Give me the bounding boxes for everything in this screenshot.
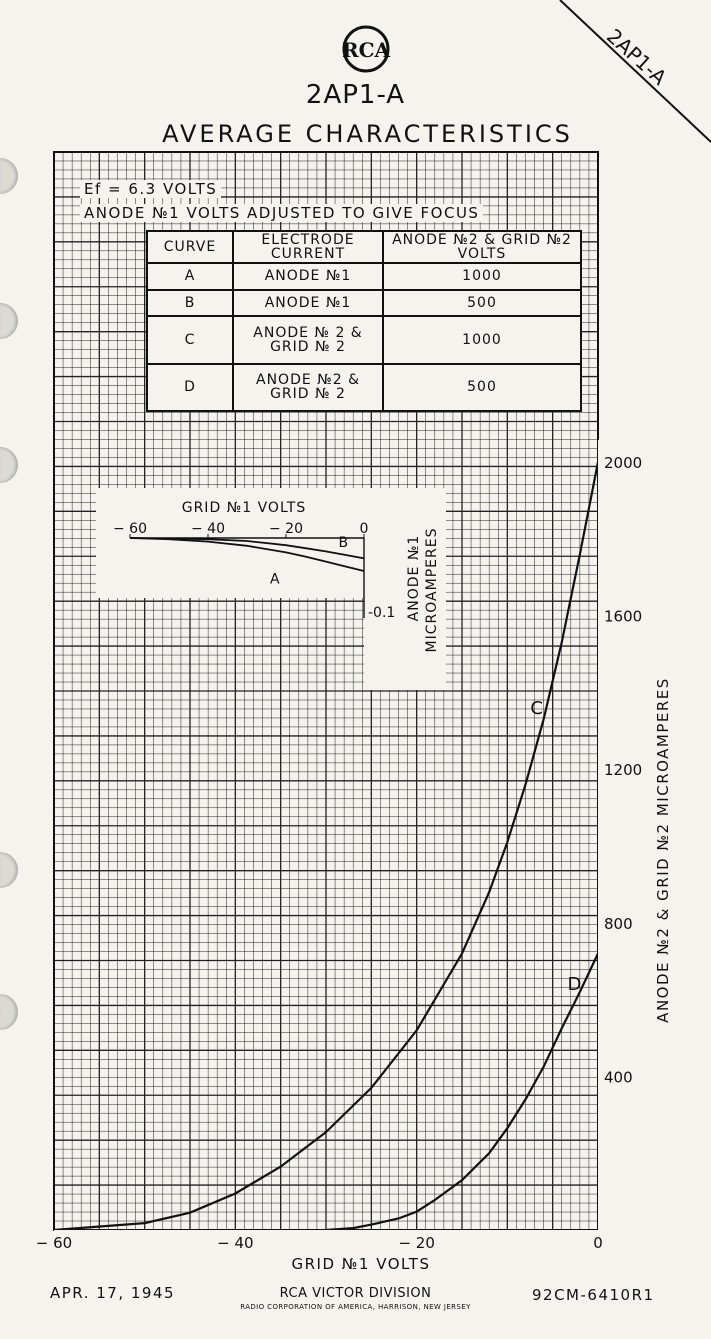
electrode-current: ANODE №1 [233,263,383,290]
tube-type: 2AP1-A [305,80,406,110]
inset-x-tick-label: 0 [359,521,369,537]
electrode-current: ANODE № 2 & GRID № 2 [233,316,383,363]
corner-tag-label: 2AP1-A [602,23,672,90]
table-row [147,290,581,317]
curve-legend-table [146,230,582,412]
inset-series-a-label: A [270,571,280,588]
corporation-name: RADIO CORPORATION OF AMERICA, HARRISON, NEW JERSEY [240,1303,471,1311]
column-header: ELECTRODE CURRENT [233,231,383,263]
volts-value: 1000 [383,263,581,290]
y-tick-label: 400 [604,1068,633,1087]
focus-note: ANODE №1 VOLTS ADJUSTED TO GIVE FOCUS [80,204,483,222]
curve-id: C [147,316,233,363]
inset-y-axis-title: ANODE №1 [406,534,422,622]
y-tick-label: 1200 [604,761,643,780]
x-tick-label: − 40 [217,1234,254,1252]
y-axis-title: ANODE №2 & GRID №2 MICROAMPERES [654,677,672,1023]
electrode-current: ANODE №1 [233,290,383,317]
x-tick-label: 0 [593,1234,603,1252]
column-header: CURVE [147,231,233,263]
drawing-number: 92CM-6410R1 [532,1286,655,1304]
chart-title: AVERAGE CHARACTERISTICS [162,120,573,148]
table-row [147,364,581,411]
x-tick-label: − 20 [398,1234,435,1252]
inset-series-b-label: B [338,534,349,551]
curve-id: D [147,364,233,411]
volts-value: 500 [383,290,581,317]
inset-x-tick-label: − 60 [113,521,147,537]
curve-id: B [147,290,233,317]
volts-value: 500 [383,364,581,411]
inset-x-axis-title: GRID №1 VOLTS [181,500,307,516]
division-name: RCA VICTOR DIVISION [279,1286,432,1301]
svg-text:RCA: RCA [341,38,391,62]
table-row [147,316,581,363]
inset-x-tick-label: − 40 [191,521,225,537]
inset-x-tick-label: − 20 [269,521,303,537]
column-header: ANODE №2 & GRID №2 VOLTS [383,231,581,263]
y-axis-label-area [598,440,646,1230]
series-d-label: D [567,974,582,996]
table-header-row [147,231,581,263]
filament-voltage-note: Ef = 6.3 VOLTS [80,180,221,198]
inset-y-tick-label: -0.1 [368,605,396,621]
curve-id: A [147,263,233,290]
x-tick-label: − 60 [35,1234,73,1252]
table-row [147,263,581,290]
y-tick-label: 1600 [604,607,643,626]
volts-value: 1000 [383,316,581,363]
issue-date: APR. 17, 1945 [50,1284,176,1302]
electrode-current: ANODE №2 & GRID № 2 [233,364,383,411]
x-axis-title: GRID №1 VOLTS [291,1255,431,1273]
inset-y-axis-title-2: MICROAMPERES [424,527,440,653]
y-tick-label: 2000 [604,454,643,472]
inset-chart [96,488,446,690]
y-tick-label: 800 [604,914,633,933]
series-c-label: C [530,697,543,719]
